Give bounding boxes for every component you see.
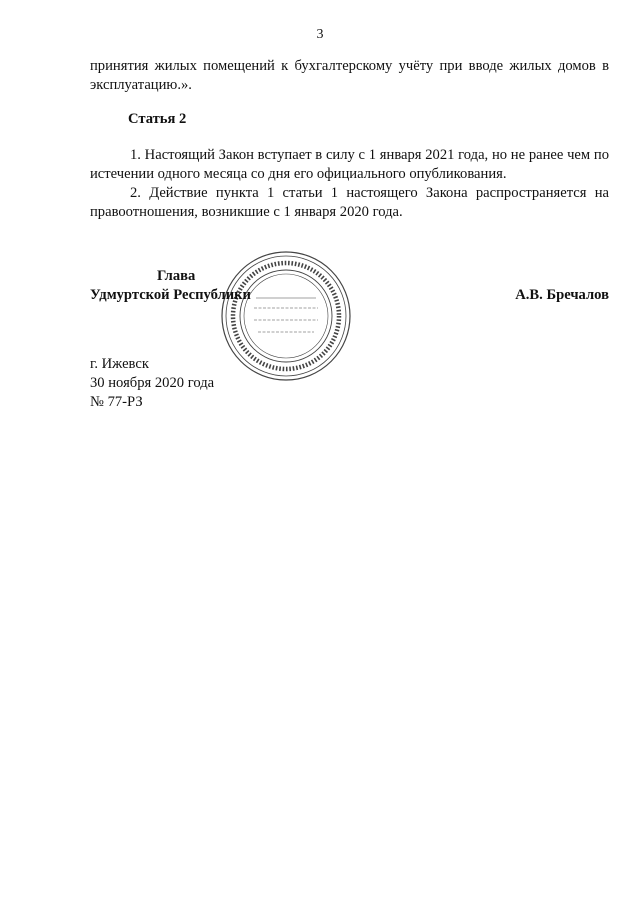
page-number: 3 — [316, 27, 324, 42]
paragraph-item-1: 1. Настоящий Закон вступает в силу с 1 января 2021 года, но не ранее чем по истечении одного месяца со дня его официального опубликования. — [90, 147, 609, 182]
law-number: № 77-РЗ — [90, 394, 143, 410]
place-date-block — [90, 355, 214, 412]
paragraph-continuation: принятия жилых помещений к бухгалтерскому учёту при вводе жилых домов в эксплуатацию.». — [90, 58, 609, 93]
city-label: г. Ижевск — [90, 356, 149, 372]
signature-title: Глава — [157, 268, 196, 284]
signatory-name: А.В. Бречалов — [515, 287, 609, 303]
date-label: 30 ноября 2020 года — [90, 375, 215, 391]
official-seal-icon — [218, 248, 354, 384]
signature-region: Удмуртской Республики — [90, 287, 251, 303]
paragraph-item-2: 2. Действие пункта 1 статьи 1 настоящего Закона распространяется на правоотношения, возникшие с 1 января 2020 года. — [90, 185, 609, 220]
article-heading: Статья 2 — [128, 111, 187, 127]
